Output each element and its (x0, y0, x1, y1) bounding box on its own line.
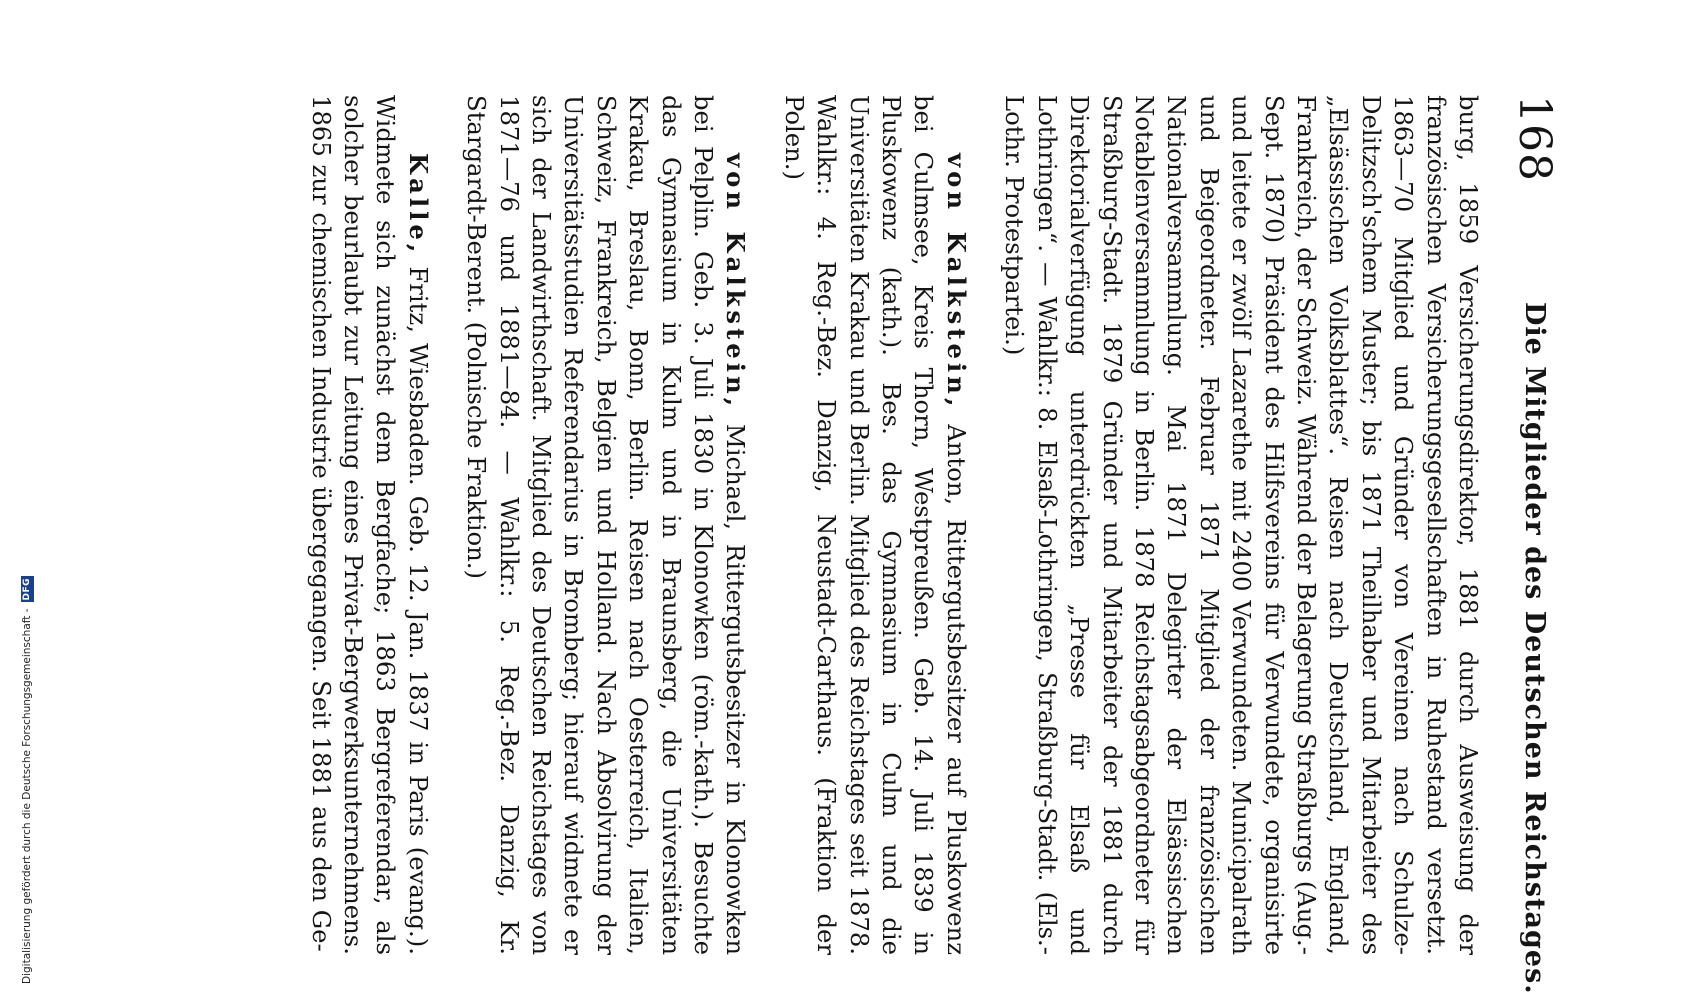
running-title: Die Mitglieder des Deutschen Reichstages. (1519, 301, 1551, 995)
entry-name: von Kalkstein, (721, 153, 751, 411)
rotated-book-page (290, 95, 1570, 995)
page-header (1500, 95, 1570, 995)
entry-kalkstein-michael (460, 95, 752, 955)
entry-kalkstein-anton (777, 95, 971, 955)
page-number: 168 (1509, 95, 1561, 182)
entry-paragraph (304, 95, 434, 955)
entry-name: Kalle, (403, 153, 433, 257)
entry-paragraph (460, 95, 752, 955)
entry-name: von Kalkstein, (941, 153, 971, 411)
entry-text: Fritz, Wiesbaden. Geb. 12. Jan. 1837 in Paris (evang.). Widmete sich zunächst dem Bergfache; 1863 Bergreferendar, als solcher beurlaubt zur Leitung eines Privat-Bergwerksunternehmens. 1865 zur chemischen Industrie übergegangen. Seit 1881 aus den Ge- (306, 95, 433, 955)
entry-text: Michael, Rittergutsbesitzer in Klonowken bei Pelplin. Geb. 3. Juli 1830 in Klonowken (röm.-kath.). Besuchte das Gymnasium in Kulm und in Braunsberg, die Universitäten Krakau, Breslau, Bonn, Berlin. Reisen nach Oesterreich, Italien, Schweiz, Frankreich, Belgien und Holland. Nach Absolvirung der Universitätsstudien Referendarius in Bromberg; hierauf widmete er sich der Landwirthschaft. Mitglied des Deutschen Reichstages von 1871—76 und 1881—84. — Wahlkr.: 5. Reg.-Bez. Danzig, Kr. Stargardt-Berent. (Polnische Fraktion.) (462, 95, 751, 955)
entry-continuation (998, 95, 1484, 955)
page-body (278, 95, 1484, 955)
entry-kalle-fritz (304, 95, 434, 955)
credit-text: Digitalisierung gefördert durch die Deutsche Forschungsgemeinschaft - (21, 608, 33, 984)
dfg-logo: DFG (22, 577, 32, 601)
entry-paragraph (777, 95, 971, 955)
digitization-credit (20, 404, 34, 984)
entry-text: burg, 1859 Versicherungsdirektor, 1881 durch Ausweisung der französischen Versicherungsgesellschaften in Ruhestand versetzt. 1863—70 Mitglied und Gründer von Vereinen nach Schulze-Delitzsch'schem Muster; bis 1871 Theilhaber und Mitarbeiter des „Elsässischen Volksblattes“. Reisen nach Deutschland, England, Frankreich, der Schweiz. Während der Belagerung Straßburgs (Aug.-Sept. 1870) Präsident des Hilfsvereins für Verwundete, organisirte und leitete er zwölf Lazarethe mit 2400 Verwundeten. Municipalrath und Beigeordneter. Februar 1871 Mitglied der französischen Nationalversammlung. Mai 1871 Delegirter der Elsässischen Notablenversammlung in Berlin. 1878 Reichstagsabgeordneter für Straßburg-Stadt. 1879 Gründer und Mitarbeiter der 1881 durch Direktorialverfügung unterdrückten „Presse für Elsaß und Lothringen“. — Wahlkr.: 8. Elsaß-Lothringen, Straßburg-Stadt. (Els.-Lothr. Protestpartei.) (1000, 95, 1483, 955)
entry-text: Anton, Rittergutsbesitzer auf Pluskowenz bei Culmsee, Kreis Thorn, Westpreußen. Geb. 14. Juli 1839 in Pluskowenz (kath.). Bes. das Gymnasium in Culm und die Universitäten Krakau und Berlin. Mitglied des Reichstages seit 1878. Wahlkr.: 4. Reg.-Bez. Danzig, Neustadt-Carthaus. (Fraktion der Polen.) (779, 95, 971, 955)
